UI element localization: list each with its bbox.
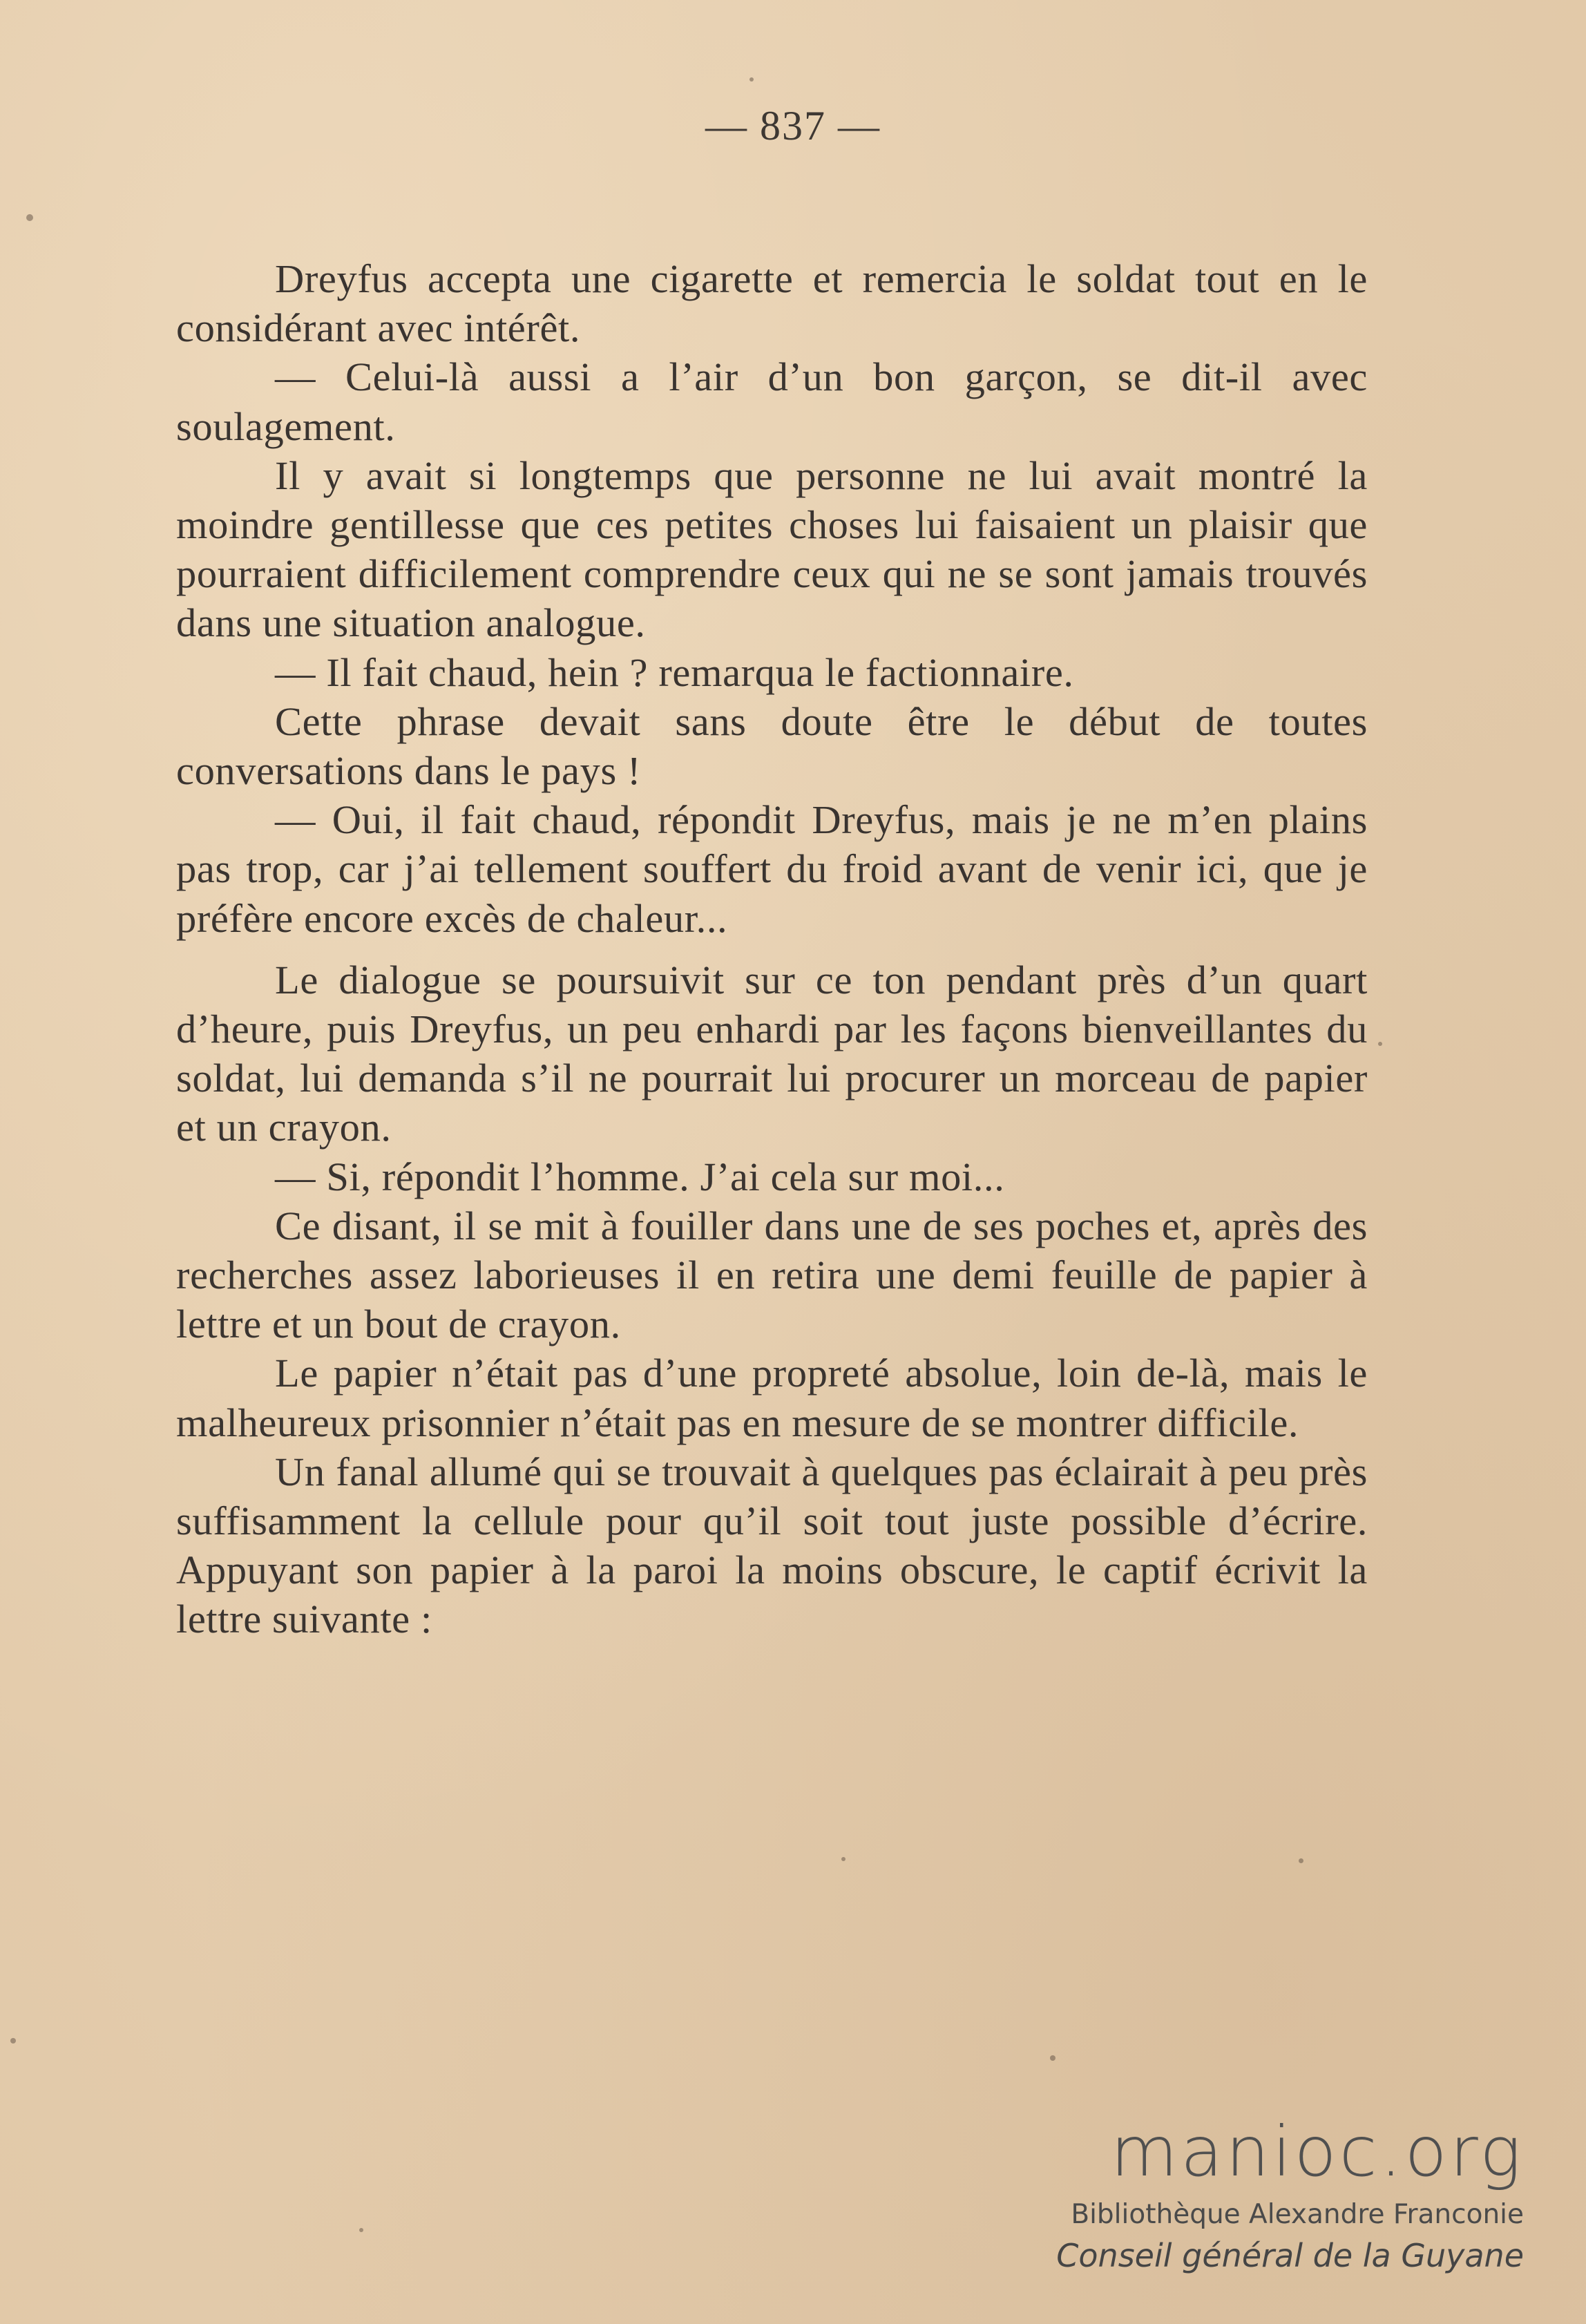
paragraph: Il y avait si longtemps que personne ne lui avait montré la moindre gentillesse que ces petites choses lui faisaient un plaisir que pourraient difficilement comprendre ceux qui ne se sont jamais trouvés dans une situation analogue.	[176, 453, 1368, 646]
paragraph: Le papier n’était pas d’une propreté absolue, loin de-là, mais le malheureux prisonnier n’était pas en mesure de se montrer difficile.	[176, 1351, 1368, 1445]
paper-speck	[26, 214, 33, 221]
watermark-library: Bibliothèque Alexandre Franconie	[1071, 2199, 1524, 2230]
paragraph: Dreyfus accepta une cigarette et remercia le soldat tout en le considérant avec intérêt.	[176, 256, 1368, 351]
paragraph: — Oui, il fait chaud, répondit Dreyfus, mais je ne m’en plains pas trop, car j’ai tellement souffert du froid avant de venir ici, que je préfère encore excès de chaleur...	[176, 797, 1368, 941]
paragraph: Ce disant, il se mit à fouiller dans une de ses poches et, après des recherches assez laborieuses il en retira une demi feuille de papier à lettre et un bout de crayon.	[176, 1203, 1368, 1347]
paper-speck	[359, 2228, 363, 2232]
manioc-logo: manioc.org	[1110, 2111, 1524, 2192]
paragraph: Le dialogue se poursuivit sur ce ton pendant près d’un quart d’heure, puis Dreyfus, un peu enhardi par les façons bienveillantes du soldat, lui demanda s’il ne pourrait lui procurer un morceau de papier et un crayon.	[176, 957, 1368, 1150]
page-number: — 837 —	[705, 103, 881, 149]
paper-speck	[749, 77, 754, 82]
paper-speck	[841, 1857, 845, 1861]
paragraph: — Celui-là aussi a l’air d’un bon garçon, se dit-il avec soulagement.	[176, 354, 1368, 449]
paragraph: — Si, répondit l’homme. J’ai cela sur moi...	[275, 1154, 1005, 1199]
paper-speck	[1050, 2055, 1055, 2061]
paragraph: Un fanal allumé qui se trouvait à quelques pas éclairait à peu près suffisamment la cellule pour qu’il soit tout juste possible d’écrire. Appuyant son papier à la paroi la moins obscure, le captif écrivit la lettre suivante :	[176, 1449, 1368, 1642]
watermark-council: Conseil général de la Guyane	[1056, 2237, 1524, 2274]
paragraph: Cette phrase devait sans doute être le début de toutes conversations dans le pays !	[176, 698, 1368, 794]
paragraph: — Il fait chaud, hein ? remarqua le factionnaire.	[275, 649, 1074, 695]
paper-speck	[1378, 1042, 1382, 1046]
paper-speck	[1299, 1858, 1303, 1863]
body-text	[176, 254, 1368, 1644]
manioc-watermark	[1040, 2111, 1524, 2274]
paper-speck	[10, 2038, 16, 2044]
